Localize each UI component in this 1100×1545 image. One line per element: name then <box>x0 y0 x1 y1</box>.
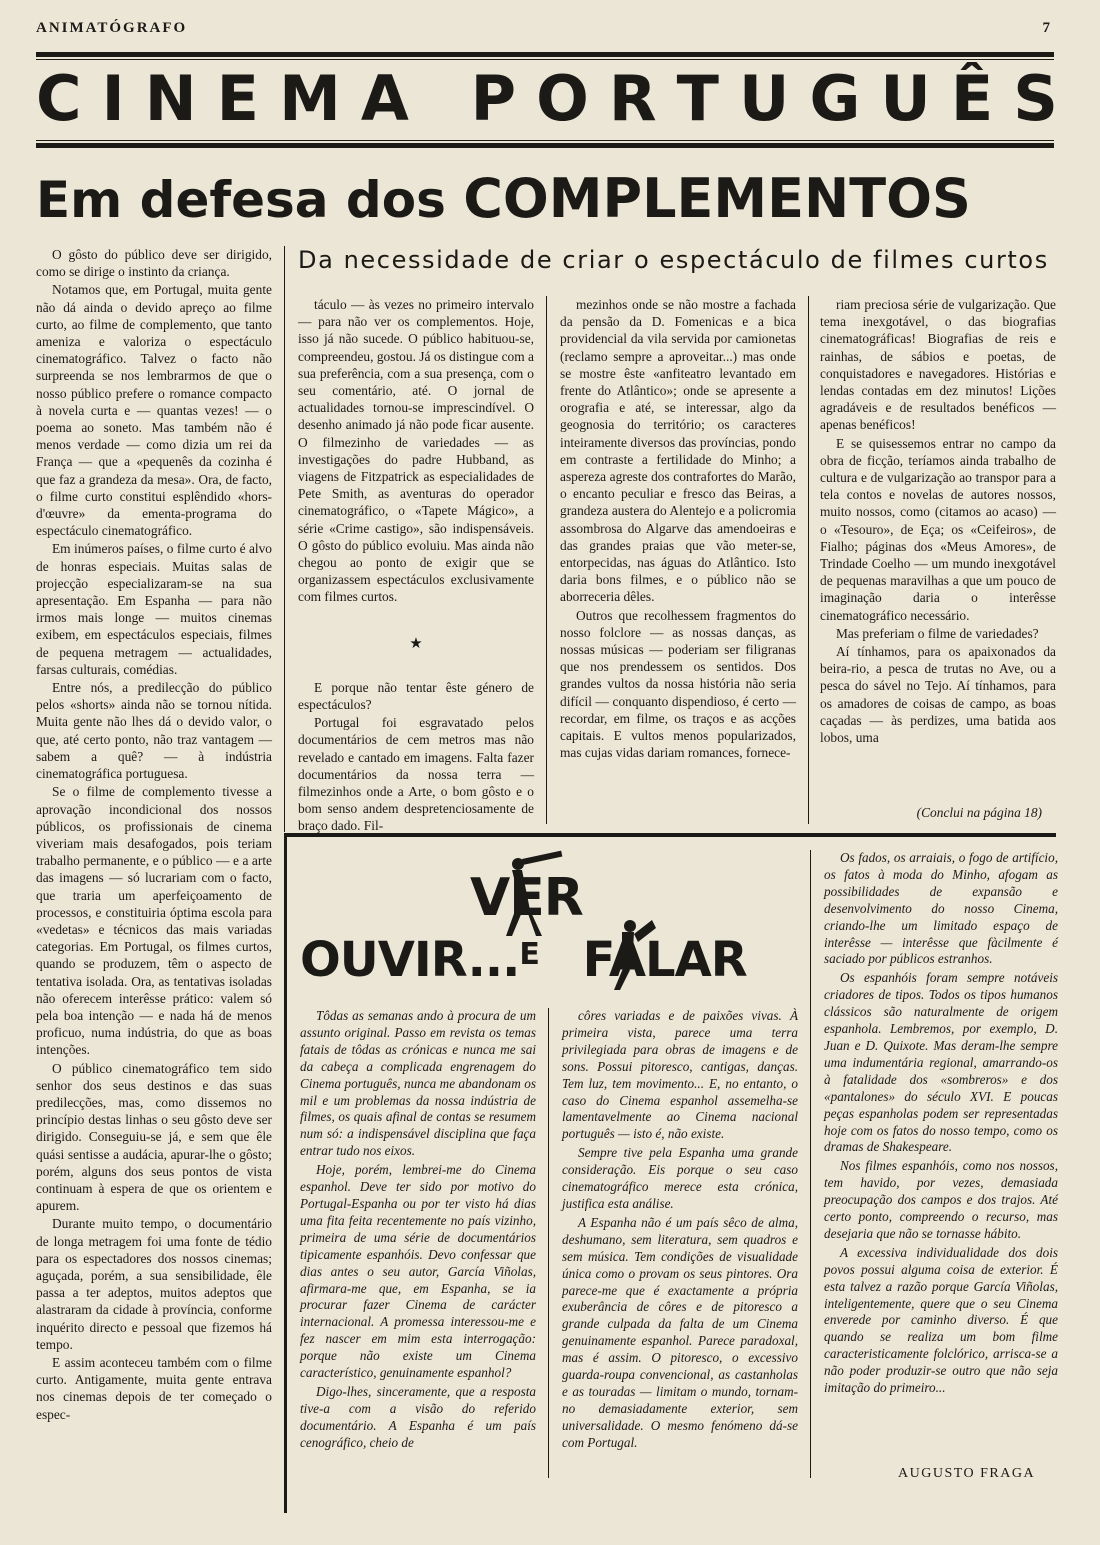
subheadline: Da necessidade de criar o espectáculo de filmes curtos <box>298 246 1049 274</box>
top-rule-thin <box>36 59 1054 60</box>
article-column-2 <box>298 296 534 835</box>
logo-ouvir-falar <box>300 932 747 988</box>
section-title-letter: T <box>676 62 719 135</box>
paragraph: côres variadas e de paixões vivas. À primeira vista, parece uma terra privilegiada para obras de imagens e de sons. Possui pitoresco, cantigas, danças. Tem luz, tem movimento... E, no entanto, o caso do Cinema espanhol assemelha-se lamentavelmente ao Cinema nacional português — isto é, não existe. <box>562 1008 798 1142</box>
paragraph: Nos filmes espanhóis, como nos nossos, tem havido, por vezes, demasiada preocupação dos campos e dos trajos. Até certo ponto, compreendo o recurso, mas desejaria que não se tornasse hábito. <box>824 1158 1058 1241</box>
section-title-letter: S <box>1013 62 1058 135</box>
box-border <box>284 833 1056 837</box>
paragraph: mezinhos onde se não mostre a fachada da pensão da D. Fomenicas e a bica providencial da vila servida por camionetas (reclamo sempre a aproveitar...) mas onde se mostre êste «anfiteatro levantado em frente do Atlântico»; onde se apresente a orografia e até, se interessar, algo da geognosia do território; os caracteres inteiramente diversos das províncias, pondo em contraste a fertilidade do Minho; a aspereza agreste dos contrafortes do Marão, o encanto peculiar e fresco das Beiras, a grandeza austera do Alentejo e a policromia assombrosa do Algarve das amendoeiras e das grandes praias que vão meter-se, entorpecidas, nas águas do Atlântico. Isto daria bons filmes, e o público não se aborreceria dêles. <box>560 297 796 605</box>
section-title-letter: Ê <box>950 62 994 135</box>
paragraph: Hoje, porém, lembrei-me do Cinema espanhol. Deve ter sido por motivo do Portugal-Espanha ou por ter visto há dias uma fita feita recentemente no país vizinho, primeira de uma série de documentários tipicamente espanhóis. Devo confessar que dias antes o seu autor, García Viñolas, afirmara-me que, em Espanha, se ia procurar fazer Cinema de carácter internacional. A promessa interessou-me e fez nascer em mim esta interrogação: porque não existe um Cinema característico, genuinamente espanhol? <box>300 1162 536 1381</box>
article-column-4 <box>820 296 1056 746</box>
page-number: 7 <box>1042 20 1050 36</box>
section-title-letter: P <box>470 62 517 135</box>
section-title-letter: I <box>101 62 125 135</box>
section-rule-thin <box>36 140 1054 141</box>
running-title: ANIMATÓGRAFO <box>36 20 188 36</box>
paragraph: E assim aconteceu também com o filme curto. Antigamente, muita gente entrava nos cinemas depois de ter começado o espec- <box>36 1355 272 1422</box>
section-title-letter: U <box>880 62 931 135</box>
paragraph: Entre nós, a predilecção do público pelos «shorts» ainda não se tornou nítida. Muita gente não lhes dá o devido valor, o que, até certo ponto, não traz vantagem — sabem a quê? — à indústria cinematográfica portuguesa. <box>36 680 272 782</box>
box-column-left <box>300 1008 536 1452</box>
paragraph: Em inúmeros países, o filme curto é alvo de honras especiais. Muitas salas de projecção especializaram-se na sua apresentação. Em Espanha — para não irmos mais longe — muitos cinemas exibem, em espectáculos especiais, filmes de pequena metragem — actualidades, farsas culturais, comédias. <box>36 541 272 677</box>
paragraph: Outros que recolhessem fragmentos do nosso folclore — as nossas danças, as nossas músicas — poderiam ser filigranas que nos prendessem os sentidos. Dos grandes vultos da nossa história não seria difícil — conquanto dispendioso, é certo — recordar, em filme, os traços e as acções capitais. E vultos menos popularizados, mas cujas vidas dariam romances, fornece- <box>560 607 796 761</box>
author-signature: AUGUSTO FRAGA <box>898 1466 1036 1481</box>
paragraph: A excessiva individualidade dos dois povos possui alguma coisa de exterior. É esta talvez a razão porque García Viñolas, inteligentemente, quere que o seu Cinema enverede por caminho diverso. É que quando se realiza um bom filme caracteristicamente folclórico, arrisca-se a não poder produzir-se outro que não seja imitação do primeiro... <box>824 1244 1058 1396</box>
top-rule <box>36 52 1054 57</box>
column-divider <box>808 296 809 824</box>
paragraph: riam preciosa série de vulgarização. Que tema inexgotável, o das biografias cinematográficas! Biografias de reis e rainhas, de sábios e poetas, de conquistadores e navegadores. Histórias e lendas contadas em dez minutos! Lições agradáveis e de resultados benéficos — apenas benéficos! <box>820 297 1056 433</box>
section-title-letter: A <box>360 62 409 135</box>
section-title-letter: U <box>739 62 790 135</box>
paragraph: Notamos que, em Portugal, muita gente não dá ainda o devido apreço ao filme curto, ao filme de complemento, que tanto ameniza e valoriza o espectáculo cinematográfico. Talvez o facto não surpreenda se nos lembrarmos de que o nosso público prefere o romance compacto à novela curta e — quantas vezes! — o poema ao soneto. Mas também não é menos verdade — como dizia um rei da França — que a «pequenês da cozinha é que faz a grandeza da mesa». Ora, de facto, o filme curto constitui esplêndido «hors-d'œuvre» da ementa-programa do espectáculo cinematográfico. <box>36 282 272 539</box>
paragraph: Durante muito tempo, o documentário de longa metragem foi uma fonte de tédio para os espectadores dos nossos cinemas; aguçada, porém, a sua sensibilidade, êle passa a ter adeptos, muitos adeptos que alastraram da cidade à província, conforme inquérito directo e pessoal que fizemos há tempo. <box>36 1216 272 1352</box>
paragraph: O gôsto do público deve ser dirigido, como se dirige o instinto da criança. <box>36 247 272 280</box>
article-column-3 <box>560 296 796 761</box>
logo-ver: VER <box>470 868 583 928</box>
section-title-letter: M <box>279 62 341 135</box>
paragraph: Os espanhóis foram sempre notáveis criadores de tipos. Todos os tipos humanos clássicos são naturalmente de origem espanhola. Lembremos, por exemplo, D. Juan e D. Quixote. Mas deram-lhe sempre uma indumentária regional, amarrando-os à fatalidade dos «sombreros» e dos «pantalones» do século XVI. E poucas peças espanholas podem ser representadas hoje com os fatos do nosso tempo, como os dramas de Shakespeare. <box>824 970 1058 1155</box>
paragraph: Se o filme de complemento tivesse a aprovação incondicional dos nossos públicos, os profissionais de cinema viveriam mais desafogados, pois teriam trabalho permanente, e o público — e a arte das imagens — só lucrariam com o facto, que traria um aperfeiçoamento de processos, e constituiria óptima escola para «vedetas» e técnicos das mais variadas categorias. Em Portugal, os filmes curtos, quando se produzem, têm o aspecto de tentativa isolada. Ora, as tentativas isoladas não oferecem interêsse prático: valem só pela boa intenção — e nada há de menos proficuo, numa indústria, do que as boas intenções. <box>36 784 272 1058</box>
paragraph: ★ <box>409 635 423 652</box>
section-title-letter: E <box>216 62 260 135</box>
headline <box>36 166 1056 232</box>
column-divider <box>546 296 547 824</box>
continuation-note: (Conclui na página 18) <box>916 805 1042 820</box>
section-title <box>36 64 1058 134</box>
paragraph: O público cinematográfico tem sido senhor dos seus destinos e das suas predilecções, mas, como dissemos no princípio destas linhas o seu gôsto deve ser dirigido. Conseguiu-se já, e sem que êle quási sentisse a audácia, apurar-lhe o gôsto; porém, alguns dos seus pontos de vista continuam à espera de que os orientem e apurem. <box>36 1060 272 1214</box>
paragraph: táculo — às vezes no primeiro intervalo — para não ver os complementos. Hoje, isso já não sucede. O público habituou-se, compreendeu, gostou. Já os distingue com a sua preferência, com a sua presença, com o seu comentário, até. O jornal de actualidades tornou-se imprescindível. O desenho animado já não pode ficar ausente. O filmezinho de variedades — as investigações do padre Hubband, as viagens de Fitzpatrick as especialidades de Pete Smith, as aventuras do operador cinematográfico, o «Tapete Mágico», a série «Crime castigo», são indispensáveis. O gôsto do público evoluiu. Mas ainda não chegou ao ponto de exigir que se organizassem espectáculos exclusivamente com filmes curtos. <box>298 297 534 605</box>
column-divider <box>284 246 285 832</box>
paragraph: Mas preferiam o filme de variedades? <box>836 625 1039 641</box>
paragraph: Tôdas as semanas ando à procura de um assunto original. Passo em revista os temas fatais de tôdas as crónicas e nunca me sai da cabeça a complicada engrenagem do Cinema português, nunca me abandonam os mil e um problemas da nossa indústria de filmes, os quais afinal de contas se resumem num só: a indispensável disciplina que faça entrar tudo nos eixos. <box>300 1008 536 1159</box>
paragraph: E se quisessemos entrar no campo da obra de ficção, teríamos ainda trabalho de cultura e de vulgarização ao transpor para a tela contos e novelas de autores nossos, muito nossos, como (citamos ao acaso) — o «Tesouro», de Eça; os «Ceifeiros», de Fialho; páginas dos «Meus Amores», de Trindade Coelho — um mundo inexgotável de pequenas maravilhas a que um pouco de imaginação daria o interêsse cinematográfico necessário. <box>820 435 1056 623</box>
logo-falar: FALAR <box>582 932 747 988</box>
section-title-letter: G <box>809 62 861 135</box>
section-title-letter: O <box>536 62 589 135</box>
logo-ouvir: OUVIR... <box>300 932 520 988</box>
paragraph: E porque não tentar êste género de espectáculos? <box>298 679 534 713</box>
headline-lead: Em defesa dos <box>36 171 446 229</box>
article-column-1 <box>36 246 272 1423</box>
logo-e: E <box>519 937 539 972</box>
column-divider <box>810 850 811 1478</box>
section-title-letter: N <box>144 62 197 135</box>
column-divider <box>548 1008 549 1478</box>
box-column-middle <box>562 1008 798 1452</box>
paragraph: Os fados, os arraiais, o fogo de artifício, os fatos à moda do Minho, afogam as possibilidades de expansão e desenvolvimento do nosso Cinema, criando-lhe um limitado espaço de interêsse — interêsse que fàcilmente é saciado por públicos estranhos. <box>824 850 1058 967</box>
paragraph: Portugal foi esgravatado pelos documentários de cem metros mas não revelado e cantado em imagens. Falta fazer documentários da nossa terra — filmezinhos onde a Arte, o bom gôsto e o bom senso andem despretenciosamente de braço dado. Fil- <box>298 715 534 834</box>
box-column-right <box>824 850 1058 1397</box>
paragraph: Digo-lhes, sinceramente, que a resposta tive-a com a visão do referido documentário. A Espanha é um país cenográfico, cheio de <box>300 1383 536 1450</box>
paragraph: Sempre tive pela Espanha uma grande consideração. Eis porque o seu caso cinematográfico merece esta crónica, justifica esta análise. <box>562 1145 798 1211</box>
paragraph: A Espanha não é um país sêco de alma, deshumano, sem literatura, sem quadros e sem música. Tem condições de visualidade única como o provam os seus pintores. Ora parece-me que é exactamente a própria exuberância de côres e de pitoresco a grande culpada da falta de um Cinema genuinamente espanhol. Parece paradoxal, mas é assim. O pitoresco, o excessivo guarda-roupa convencional, as castanholas e as touradas — limitam o mundo, tornam-no demasiadamente exterior, sem universalidade. O mesmo fenómeno dá-se com Portugal. <box>562 1214 798 1450</box>
box-border <box>284 833 287 1513</box>
section-title-letter: C <box>36 62 82 135</box>
section-title-letter <box>429 64 451 134</box>
section-title-letter: R <box>608 62 657 135</box>
headline-emphasis: COMPLEMENTOS <box>463 167 971 230</box>
paragraph: Aí tínhamos, para os apaixonados da beira-rio, a pesca de trutas no Ave, ou a pesca do sável no Tejo. Aí tínhamos, para os amadores de coisas de campo, as boas caçadas — às perdizes, uma batida aos lobos, uma <box>820 644 1056 746</box>
section-rule <box>36 143 1054 148</box>
